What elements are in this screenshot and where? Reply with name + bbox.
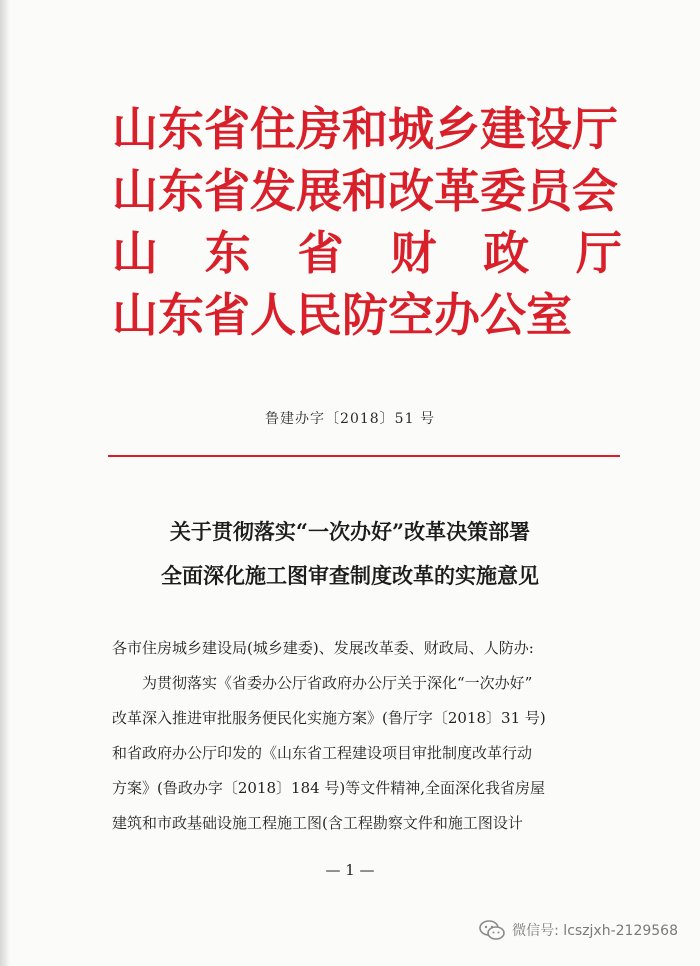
issuer-line-3-char: 山 [112, 226, 158, 280]
issuer-line-3-char: 省 [297, 226, 344, 280]
issuer-line-1: 山东省住房和城乡建设厅 [112, 102, 618, 156]
issuer-line-4: 山东省人民防空办公室 [112, 288, 572, 342]
issuer-line-3-char: 东 [204, 226, 251, 280]
wechat-watermark [478, 919, 678, 941]
document-title-line-2: 全面深化施工图审查制度改革的实施意见 [161, 563, 539, 588]
watermark-text: 微信号: lcszjxh-2129568 [512, 923, 678, 939]
issuer-block [112, 98, 622, 346]
page-edge-shadow [0, 0, 10, 966]
issuer-line-3-char: 政 [483, 226, 530, 280]
body-line-5: 建筑和市政基础设施工程施工图(含工程勘察文件和施工图设计 [112, 814, 523, 832]
issuer-line-2: 山东省发展和改革委员会 [112, 164, 618, 218]
issuer-line-3 [112, 222, 622, 284]
issuer-line-3-char: 厅 [575, 226, 622, 280]
body-line-2: 改革深入推进审批服务便民化实施方案》(鲁厅字〔2018〕31 号) [112, 709, 546, 727]
red-divider-line [108, 455, 620, 457]
document-title-line-1: 关于贯彻落实“一次办好”改革决策部署 [169, 519, 531, 544]
issuer-line-3-char: 财 [390, 226, 437, 280]
body-line-4: 方案》(鲁政办字〔2018〕184 号)等文件精神,全面深化我省房屋 [112, 779, 546, 797]
body-line-1: 为贯彻落实《省委办公厅省政府办公厅关于深化“一次办好” [142, 674, 533, 692]
page-number: — 1 — [325, 861, 375, 879]
addressee: 各市住房城乡建设局(城乡建委)、发展改革委、财政局、人防办: [112, 639, 534, 657]
body-line-3: 和省政府办公厅印发的《山东省工程建设项目审批制度改革行动 [112, 744, 533, 762]
document-number: 鲁建办字〔2018〕51 号 [265, 411, 435, 427]
wechat-icon [478, 919, 506, 941]
